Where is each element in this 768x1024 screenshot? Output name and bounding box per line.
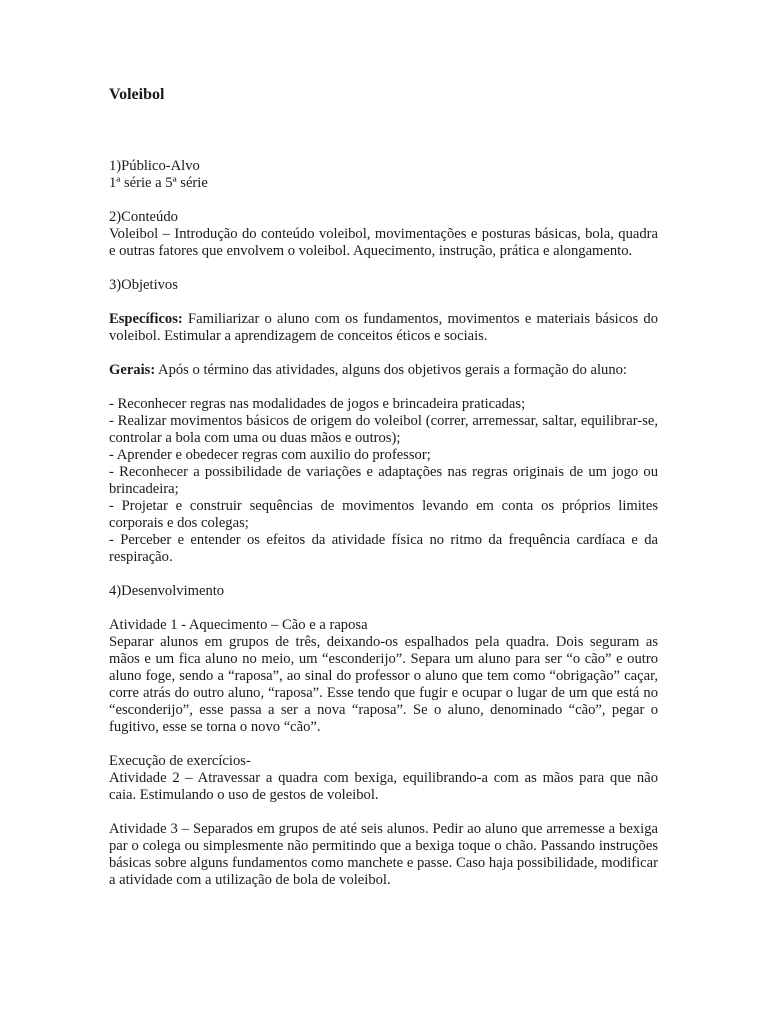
especificos-text: Familiarizar o aluno com os fundamentos, movimentos e materiais básicos do voleibol. Estimular a aprendizagem de conceitos éticos e sociais.	[109, 311, 658, 344]
spacer	[109, 600, 658, 617]
spacer	[109, 192, 658, 209]
objetivos-especificos	[109, 311, 658, 345]
atividade-1-title: Atividade 1 - Aquecimento – Cão e a raposa	[109, 617, 368, 633]
list-item: - Realizar movimentos básicos de origem do voleibol (correr, arremessar, saltar, equilibrar-se, controlar a bola com uma ou duas mãos e outros);	[109, 413, 658, 446]
especificos-label: Específicos:	[109, 311, 183, 327]
section-heading-desenvolvimento: 4)Desenvolvimento	[109, 583, 225, 599]
atividade-1-text: Separar alunos em grupos de três, deixando-os espalhados pela quadra. Dois seguram as mãos e um fica aluno no meio, um “esconderijo”. Separa um aluno para ser “o cão” e outro aluno foge, sendo a “raposa”, ao sinal do professor o aluno que tem como “obrigação” caçar, corre atrás do outro aluno, “raposa”. Esse tendo que fugir e ocupar o lugar de um que está no “esconderijo”, esse passa a ser a nova “raposa”. Se o aluno, denominado “cão”, pegar o fugitivo, esse se torna o novo “cão”.	[109, 634, 658, 735]
section-heading-objetivos: 3)Objetivos	[109, 277, 178, 293]
spacer	[109, 345, 658, 362]
spacer	[109, 294, 658, 311]
objetivos-gerais	[109, 362, 658, 379]
conteudo-text: Voleibol – Introdução do conteúdo voleibol, movimentações e posturas básicas, bola, quadra e outras fatores que envolvem o voleibol. Aquecimento, instrução, prática e alongamento.	[109, 226, 658, 259]
atividade-2-text: Atividade 2 – Atravessar a quadra com bexiga, equilibrando-a com as mãos para que não caia. Estimulando o uso de gestos de voleibol.	[109, 770, 658, 803]
list-item: - Perceber e entender os efeitos da atividade física no ritmo da frequência cardíaca e da respiração.	[109, 532, 658, 565]
list-item: - Reconhecer a possibilidade de variações e adaptações nas regras originais de um jogo ou brincadeira;	[109, 464, 658, 497]
spacer	[109, 736, 658, 753]
publico-alvo-text: 1ª série a 5ª série	[109, 175, 208, 191]
gerais-label: Gerais:	[109, 362, 156, 378]
spacer	[109, 260, 658, 277]
execucao-title: Execução de exercícios-	[109, 753, 251, 769]
list-item: - Projetar e construir sequências de movimentos levando em conta os próprios limites corporais e dos colegas;	[109, 498, 658, 531]
list-item: - Aprender e obedecer regras com auxilio do professor;	[109, 447, 431, 463]
spacer	[109, 379, 658, 396]
document-title: Voleibol	[109, 86, 165, 103]
gerais-text: Após o término das atividades, alguns dos objetivos gerais a formação do aluno:	[155, 362, 627, 378]
section-heading-conteudo: 2)Conteúdo	[109, 209, 178, 225]
section-heading-publico-alvo: 1)Público-Alvo	[109, 158, 200, 174]
spacer	[109, 566, 658, 583]
atividade-3-text: Atividade 3 – Separados em grupos de até seis alunos. Pedir ao aluno que arremesse a bexiga par o colega ou simplesmente não permitindo que a bexiga toque o chão. Passando instruções básicas sobre alguns fundamentos como manchete e passe. Caso haja possibilidade, modificar a atividade com a utilização de bola de voleibol.	[109, 821, 658, 888]
spacer	[109, 804, 658, 821]
list-item: - Reconhecer regras nas modalidades de jogos e brincadeira praticadas;	[109, 396, 526, 412]
